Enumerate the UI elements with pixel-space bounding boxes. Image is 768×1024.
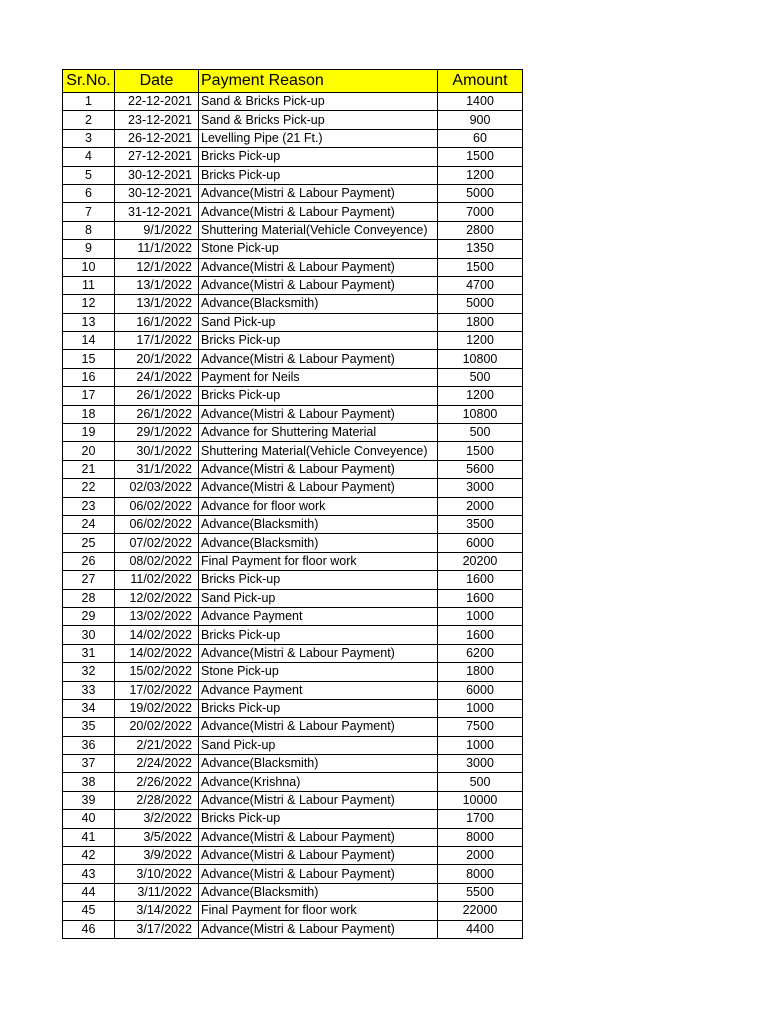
table-row	[63, 93, 523, 111]
cell-date[interactable]: 3/17/2022	[115, 920, 199, 938]
table-row	[63, 828, 523, 846]
table-row	[63, 424, 523, 442]
cell-date[interactable]: 27-12-2021	[115, 148, 199, 166]
cell-date[interactable]: 16/1/2022	[115, 313, 199, 331]
cell-sr-no[interactable]: 11	[63, 276, 115, 294]
cell-payment-reason[interactable]: Advance(Mistri & Labour Payment)	[199, 276, 438, 294]
table-row	[63, 644, 523, 662]
cell-payment-reason[interactable]: Advance(Mistri & Labour Payment)	[199, 258, 438, 276]
cell-sr-no[interactable]: 25	[63, 534, 115, 552]
cell-amount[interactable]: 3000	[438, 479, 523, 497]
cell-date[interactable]: 23-12-2021	[115, 111, 199, 129]
table-row	[63, 221, 523, 239]
cell-sr-no[interactable]: 39	[63, 791, 115, 809]
cell-amount[interactable]: 1200	[438, 387, 523, 405]
cell-payment-reason[interactable]: Bricks Pick-up	[199, 810, 438, 828]
cell-sr-no[interactable]: 30	[63, 626, 115, 644]
table-row	[63, 111, 523, 129]
header-row	[63, 70, 523, 93]
cell-sr-no[interactable]: 19	[63, 424, 115, 442]
table-row	[63, 773, 523, 791]
table-row	[63, 313, 523, 331]
cell-sr-no[interactable]: 5	[63, 166, 115, 184]
cell-amount[interactable]: 5600	[438, 460, 523, 478]
cell-date[interactable]: 26-12-2021	[115, 129, 199, 147]
cell-payment-reason[interactable]: Shuttering Material(Vehicle Conveyence)	[199, 442, 438, 460]
table-row	[63, 387, 523, 405]
cell-date[interactable]: 2/26/2022	[115, 773, 199, 791]
cell-amount[interactable]: 1200	[438, 332, 523, 350]
cell-date[interactable]: 19/02/2022	[115, 699, 199, 717]
cell-amount[interactable]: 1600	[438, 626, 523, 644]
cell-sr-no[interactable]: 31	[63, 644, 115, 662]
cell-payment-reason[interactable]: Bricks Pick-up	[199, 626, 438, 644]
cell-payment-reason[interactable]: Advance(Blacksmith)	[199, 295, 438, 313]
cell-amount[interactable]: 1500	[438, 442, 523, 460]
cell-date[interactable]: 02/03/2022	[115, 479, 199, 497]
cell-payment-reason[interactable]: Bricks Pick-up	[199, 571, 438, 589]
cell-sr-no[interactable]: 41	[63, 828, 115, 846]
cell-amount[interactable]: 60	[438, 129, 523, 147]
cell-amount[interactable]: 1800	[438, 313, 523, 331]
cell-amount[interactable]: 8000	[438, 828, 523, 846]
table-row	[63, 332, 523, 350]
cell-payment-reason[interactable]: Advance(Mistri & Labour Payment)	[199, 865, 438, 883]
cell-date[interactable]: 20/02/2022	[115, 718, 199, 736]
cell-amount[interactable]: 7500	[438, 718, 523, 736]
table-row	[63, 442, 523, 460]
cell-sr-no[interactable]: 17	[63, 387, 115, 405]
cell-payment-reason[interactable]: Bricks Pick-up	[199, 332, 438, 350]
header-amount[interactable]: Amount	[438, 70, 523, 93]
table-row	[63, 405, 523, 423]
cell-amount[interactable]: 7000	[438, 203, 523, 221]
table-row	[63, 276, 523, 294]
cell-date[interactable]: 13/1/2022	[115, 295, 199, 313]
cell-sr-no[interactable]: 34	[63, 699, 115, 717]
cell-sr-no[interactable]: 29	[63, 607, 115, 625]
cell-payment-reason[interactable]: Bricks Pick-up	[199, 148, 438, 166]
cell-sr-no[interactable]: 9	[63, 240, 115, 258]
cell-amount[interactable]: 6200	[438, 644, 523, 662]
header-sr-no[interactable]: Sr.No.	[63, 70, 115, 93]
cell-date[interactable]: 26/1/2022	[115, 405, 199, 423]
table-row	[63, 534, 523, 552]
cell-sr-no[interactable]: 33	[63, 681, 115, 699]
cell-payment-reason[interactable]: Bricks Pick-up	[199, 699, 438, 717]
cell-amount[interactable]: 2000	[438, 847, 523, 865]
cell-sr-no[interactable]: 7	[63, 203, 115, 221]
cell-date[interactable]: 3/14/2022	[115, 902, 199, 920]
cell-date[interactable]: 3/2/2022	[115, 810, 199, 828]
cell-amount[interactable]: 2000	[438, 497, 523, 515]
cell-amount[interactable]: 20200	[438, 552, 523, 570]
cell-amount[interactable]: 10000	[438, 791, 523, 809]
cell-sr-no[interactable]: 16	[63, 368, 115, 386]
header-payment-reason[interactable]: Payment Reason	[199, 70, 438, 93]
cell-date[interactable]: 13/1/2022	[115, 276, 199, 294]
cell-payment-reason[interactable]: Payment for Neils	[199, 368, 438, 386]
cell-payment-reason[interactable]: Advance(Mistri & Labour Payment)	[199, 350, 438, 368]
table-row	[63, 589, 523, 607]
cell-amount[interactable]: 6000	[438, 681, 523, 699]
table-row	[63, 350, 523, 368]
cell-amount[interactable]: 1200	[438, 166, 523, 184]
cell-date[interactable]: 30-12-2021	[115, 166, 199, 184]
cell-sr-no[interactable]: 27	[63, 571, 115, 589]
cell-date[interactable]: 29/1/2022	[115, 424, 199, 442]
table-row	[63, 166, 523, 184]
cell-date[interactable]: 17/02/2022	[115, 681, 199, 699]
cell-amount[interactable]: 1800	[438, 663, 523, 681]
cell-payment-reason[interactable]: Sand Pick-up	[199, 313, 438, 331]
cell-amount[interactable]: 10800	[438, 350, 523, 368]
table-row	[63, 607, 523, 625]
cell-date[interactable]: 3/11/2022	[115, 883, 199, 901]
cell-date[interactable]: 9/1/2022	[115, 221, 199, 239]
cell-date[interactable]: 20/1/2022	[115, 350, 199, 368]
cell-date[interactable]: 31-12-2021	[115, 203, 199, 221]
table-row	[63, 847, 523, 865]
cell-date[interactable]: 30/1/2022	[115, 442, 199, 460]
payment-table	[62, 69, 523, 939]
cell-payment-reason[interactable]: Advance for floor work	[199, 497, 438, 515]
table-row	[63, 295, 523, 313]
table-row	[63, 184, 523, 202]
cell-amount[interactable]: 1400	[438, 93, 523, 111]
cell-sr-no[interactable]: 40	[63, 810, 115, 828]
cell-date[interactable]: 15/02/2022	[115, 663, 199, 681]
table-row	[63, 699, 523, 717]
cell-payment-reason[interactable]: Sand Pick-up	[199, 736, 438, 754]
cell-sr-no[interactable]: 28	[63, 589, 115, 607]
cell-sr-no[interactable]: 1	[63, 93, 115, 111]
cell-amount[interactable]: 500	[438, 368, 523, 386]
cell-date[interactable]: 22-12-2021	[115, 93, 199, 111]
cell-sr-no[interactable]: 4	[63, 148, 115, 166]
cell-date[interactable]: 13/02/2022	[115, 607, 199, 625]
cell-date[interactable]: 3/9/2022	[115, 847, 199, 865]
cell-payment-reason[interactable]: Sand & Bricks Pick-up	[199, 93, 438, 111]
cell-amount[interactable]: 1350	[438, 240, 523, 258]
cell-date[interactable]: 3/5/2022	[115, 828, 199, 846]
cell-payment-reason[interactable]: Advance(Mistri & Labour Payment)	[199, 203, 438, 221]
cell-amount[interactable]: 1500	[438, 258, 523, 276]
cell-payment-reason[interactable]: Advance(Blacksmith)	[199, 755, 438, 773]
table-row	[63, 368, 523, 386]
cell-sr-no[interactable]: 10	[63, 258, 115, 276]
table-row	[63, 736, 523, 754]
cell-amount[interactable]: 22000	[438, 902, 523, 920]
cell-amount[interactable]: 1600	[438, 571, 523, 589]
cell-amount[interactable]: 3500	[438, 515, 523, 533]
cell-payment-reason[interactable]: Final Payment for floor work	[199, 902, 438, 920]
cell-payment-reason[interactable]: Advance(Mistri & Labour Payment)	[199, 828, 438, 846]
cell-payment-reason[interactable]: Bricks Pick-up	[199, 166, 438, 184]
table-row	[63, 883, 523, 901]
cell-date[interactable]: 31/1/2022	[115, 460, 199, 478]
cell-amount[interactable]: 1000	[438, 699, 523, 717]
cell-sr-no[interactable]: 45	[63, 902, 115, 920]
cell-amount[interactable]: 900	[438, 111, 523, 129]
cell-date[interactable]: 11/1/2022	[115, 240, 199, 258]
cell-date[interactable]: 2/28/2022	[115, 791, 199, 809]
cell-payment-reason[interactable]: Advance(Mistri & Labour Payment)	[199, 791, 438, 809]
cell-amount[interactable]: 4400	[438, 920, 523, 938]
cell-amount[interactable]: 1000	[438, 607, 523, 625]
cell-payment-reason[interactable]: Advance(Mistri & Labour Payment)	[199, 479, 438, 497]
cell-sr-no[interactable]: 23	[63, 497, 115, 515]
cell-amount[interactable]: 1500	[438, 148, 523, 166]
cell-sr-no[interactable]: 26	[63, 552, 115, 570]
cell-payment-reason[interactable]: Advance(Mistri & Labour Payment)	[199, 644, 438, 662]
table-row	[63, 663, 523, 681]
cell-sr-no[interactable]: 24	[63, 515, 115, 533]
cell-amount[interactable]: 1600	[438, 589, 523, 607]
cell-sr-no[interactable]: 36	[63, 736, 115, 754]
cell-date[interactable]: 06/02/2022	[115, 497, 199, 515]
cell-sr-no[interactable]: 15	[63, 350, 115, 368]
cell-date[interactable]: 2/21/2022	[115, 736, 199, 754]
cell-date[interactable]: 17/1/2022	[115, 332, 199, 350]
cell-payment-reason[interactable]: Shuttering Material(Vehicle Conveyence)	[199, 221, 438, 239]
cell-payment-reason[interactable]: Sand Pick-up	[199, 589, 438, 607]
cell-amount[interactable]: 1700	[438, 810, 523, 828]
cell-payment-reason[interactable]: Advance(Mistri & Labour Payment)	[199, 718, 438, 736]
cell-sr-no[interactable]: 35	[63, 718, 115, 736]
table-body	[63, 93, 523, 939]
cell-date[interactable]: 2/24/2022	[115, 755, 199, 773]
table-row	[63, 681, 523, 699]
cell-sr-no[interactable]: 13	[63, 313, 115, 331]
cell-amount[interactable]: 10800	[438, 405, 523, 423]
cell-payment-reason[interactable]: Advance(Mistri & Labour Payment)	[199, 920, 438, 938]
cell-payment-reason[interactable]: Advance(Blacksmith)	[199, 515, 438, 533]
cell-sr-no[interactable]: 44	[63, 883, 115, 901]
cell-date[interactable]: 24/1/2022	[115, 368, 199, 386]
cell-sr-no[interactable]: 42	[63, 847, 115, 865]
cell-date[interactable]: 14/02/2022	[115, 626, 199, 644]
cell-payment-reason[interactable]: Advance(Blacksmith)	[199, 883, 438, 901]
cell-amount[interactable]: 3000	[438, 755, 523, 773]
cell-payment-reason[interactable]: Stone Pick-up	[199, 663, 438, 681]
cell-amount[interactable]: 1000	[438, 736, 523, 754]
table-row	[63, 552, 523, 570]
cell-amount[interactable]: 5000	[438, 295, 523, 313]
cell-sr-no[interactable]: 32	[63, 663, 115, 681]
cell-sr-no[interactable]: 2	[63, 111, 115, 129]
table-row	[63, 718, 523, 736]
cell-payment-reason[interactable]: Advance(Krishna)	[199, 773, 438, 791]
cell-payment-reason[interactable]: Final Payment for floor work	[199, 552, 438, 570]
cell-payment-reason[interactable]: Bricks Pick-up	[199, 387, 438, 405]
cell-payment-reason[interactable]: Advance(Mistri & Labour Payment)	[199, 847, 438, 865]
cell-payment-reason[interactable]: Advance(Mistri & Labour Payment)	[199, 460, 438, 478]
cell-date[interactable]: 06/02/2022	[115, 515, 199, 533]
cell-payment-reason[interactable]: Advance for Shuttering Material	[199, 424, 438, 442]
table-row	[63, 791, 523, 809]
cell-sr-no[interactable]: 12	[63, 295, 115, 313]
cell-payment-reason[interactable]: Advance(Blacksmith)	[199, 534, 438, 552]
table-row	[63, 515, 523, 533]
table-row	[63, 902, 523, 920]
cell-date[interactable]: 08/02/2022	[115, 552, 199, 570]
cell-amount[interactable]: 5000	[438, 184, 523, 202]
table-row	[63, 810, 523, 828]
table-row	[63, 920, 523, 938]
cell-sr-no[interactable]: 14	[63, 332, 115, 350]
table-row	[63, 479, 523, 497]
table-row	[63, 460, 523, 478]
table-row	[63, 258, 523, 276]
cell-date[interactable]: 30-12-2021	[115, 184, 199, 202]
cell-date[interactable]: 12/1/2022	[115, 258, 199, 276]
cell-payment-reason[interactable]: Advance Payment	[199, 607, 438, 625]
cell-date[interactable]: 3/10/2022	[115, 865, 199, 883]
cell-sr-no[interactable]: 43	[63, 865, 115, 883]
cell-sr-no[interactable]: 20	[63, 442, 115, 460]
table-row	[63, 626, 523, 644]
cell-date[interactable]: 11/02/2022	[115, 571, 199, 589]
cell-sr-no[interactable]: 6	[63, 184, 115, 202]
table-row	[63, 571, 523, 589]
cell-amount[interactable]: 2800	[438, 221, 523, 239]
cell-sr-no[interactable]: 18	[63, 405, 115, 423]
cell-sr-no[interactable]: 22	[63, 479, 115, 497]
cell-date[interactable]: 14/02/2022	[115, 644, 199, 662]
cell-sr-no[interactable]: 38	[63, 773, 115, 791]
cell-amount[interactable]: 4700	[438, 276, 523, 294]
table-row	[63, 203, 523, 221]
cell-date[interactable]: 26/1/2022	[115, 387, 199, 405]
cell-date[interactable]: 12/02/2022	[115, 589, 199, 607]
cell-sr-no[interactable]: 37	[63, 755, 115, 773]
cell-sr-no[interactable]: 3	[63, 129, 115, 147]
cell-date[interactable]: 07/02/2022	[115, 534, 199, 552]
table-row	[63, 497, 523, 515]
cell-amount[interactable]: 500	[438, 424, 523, 442]
cell-payment-reason[interactable]: Advance(Mistri & Labour Payment)	[199, 405, 438, 423]
cell-sr-no[interactable]: 21	[63, 460, 115, 478]
cell-payment-reason[interactable]: Advance Payment	[199, 681, 438, 699]
cell-payment-reason[interactable]: Sand & Bricks Pick-up	[199, 111, 438, 129]
cell-amount[interactable]: 500	[438, 773, 523, 791]
cell-amount[interactable]: 6000	[438, 534, 523, 552]
table-row	[63, 755, 523, 773]
cell-sr-no[interactable]: 46	[63, 920, 115, 938]
table-row	[63, 865, 523, 883]
cell-payment-reason[interactable]: Levelling Pipe (21 Ft.)	[199, 129, 438, 147]
cell-amount[interactable]: 8000	[438, 865, 523, 883]
header-date[interactable]: Date	[115, 70, 199, 93]
table-row	[63, 129, 523, 147]
table-row	[63, 240, 523, 258]
table-row	[63, 148, 523, 166]
cell-sr-no[interactable]: 8	[63, 221, 115, 239]
cell-payment-reason[interactable]: Stone Pick-up	[199, 240, 438, 258]
cell-amount[interactable]: 5500	[438, 883, 523, 901]
cell-payment-reason[interactable]: Advance(Mistri & Labour Payment)	[199, 184, 438, 202]
